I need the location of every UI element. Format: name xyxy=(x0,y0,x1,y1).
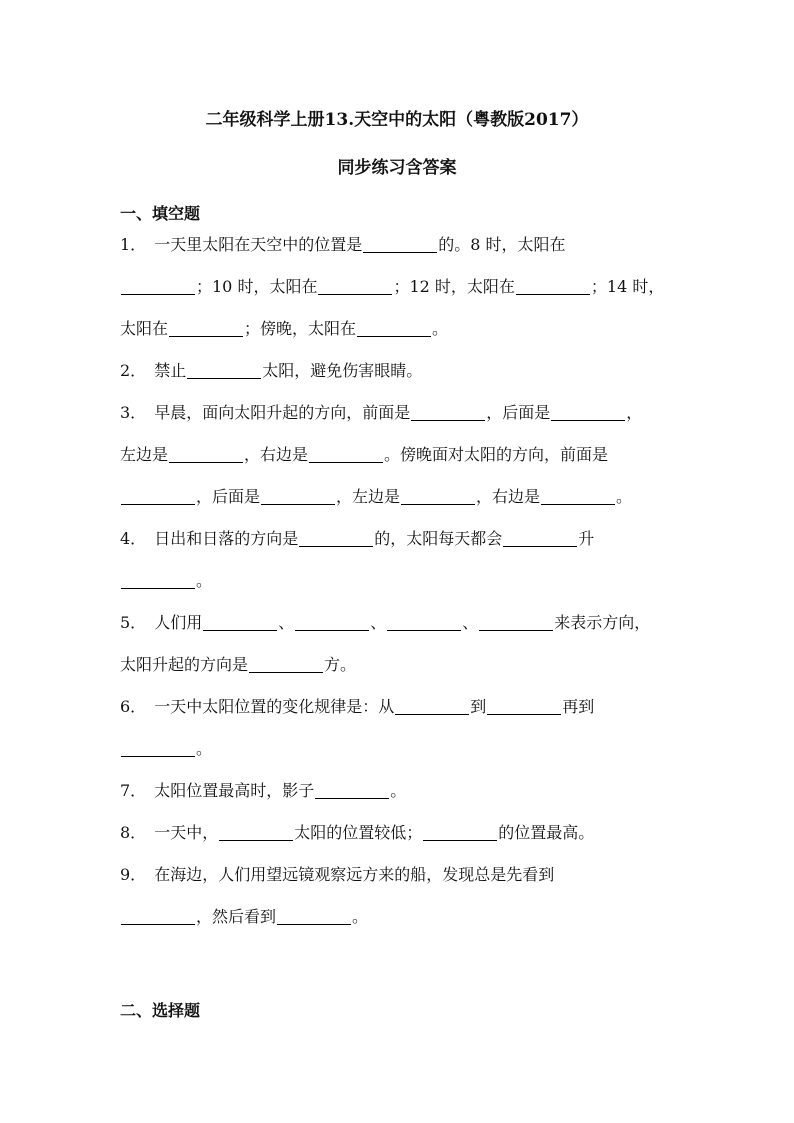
question-text: 一天中， xyxy=(154,823,219,842)
question-text: 太阳位置最高时，影子 xyxy=(154,781,315,800)
answer-blank[interactable] xyxy=(423,822,497,841)
question-text: 左边是 xyxy=(120,445,169,464)
answer-blank[interactable] xyxy=(479,612,553,631)
question-text: 。 xyxy=(616,487,633,506)
answer-blank[interactable] xyxy=(169,444,243,463)
question-text: 太阳，避免伤害眼睛。 xyxy=(262,361,423,380)
question-text: ，后面是 xyxy=(486,403,551,422)
question-number: 9． xyxy=(120,865,147,884)
answer-blank[interactable] xyxy=(121,570,195,589)
answer-blank[interactable] xyxy=(551,402,625,421)
question-text: ；12 时，太阳在 xyxy=(393,277,515,296)
answer-blank[interactable] xyxy=(395,696,469,715)
question-text: 在海边，人们用望远镜观察远方来的船，发现总是先看到 xyxy=(154,865,555,884)
question-text: ，右边是 xyxy=(244,445,309,464)
question-text: 再到 xyxy=(562,697,595,716)
question-number: 1． xyxy=(120,235,147,254)
question-text: ；傍晚，太阳在 xyxy=(244,319,357,338)
section-heading-multiple-choice: 二、选择题 xyxy=(120,1001,201,1020)
answer-blank[interactable] xyxy=(541,486,615,505)
question-text: 、 xyxy=(278,613,295,632)
question-text: ， xyxy=(626,403,643,422)
question-number: 2． xyxy=(120,361,147,380)
answer-blank[interactable] xyxy=(121,738,195,757)
answer-blank[interactable] xyxy=(121,486,195,505)
answer-blank[interactable] xyxy=(219,822,293,841)
answer-blank[interactable] xyxy=(121,906,195,925)
answer-blank[interactable] xyxy=(315,780,389,799)
question-text: 。 xyxy=(196,571,213,590)
question-3 xyxy=(120,392,674,518)
question-text: 。傍晚面对太阳的方向，前面是 xyxy=(384,445,609,464)
answer-blank[interactable] xyxy=(277,906,351,925)
answer-blank[interactable] xyxy=(487,696,561,715)
answer-blank[interactable] xyxy=(363,234,437,253)
answer-blank[interactable] xyxy=(357,318,431,337)
question-text: 日出和日落的方向是 xyxy=(154,529,299,548)
question-1 xyxy=(120,224,674,350)
question-number: 3． xyxy=(120,403,147,422)
answer-blank[interactable] xyxy=(203,612,277,631)
question-text: 。 xyxy=(196,739,213,758)
question-text: 太阳升起的方向是 xyxy=(120,655,249,674)
question-text: 升 xyxy=(578,529,595,548)
question-number: 4． xyxy=(120,529,147,548)
question-text: 。 xyxy=(352,907,369,926)
answer-blank[interactable] xyxy=(411,402,485,421)
section-heading-fill-blank: 一、填空题 xyxy=(120,204,201,223)
question-9 xyxy=(120,854,674,938)
question-text: 来表示方向， xyxy=(554,613,651,632)
question-text: 太阳的位置较低； xyxy=(294,823,423,842)
answer-blank[interactable] xyxy=(187,360,261,379)
answer-blank[interactable] xyxy=(249,654,323,673)
answer-blank[interactable] xyxy=(401,486,475,505)
question-text: 一天中太阳位置的变化规律是：从 xyxy=(154,697,395,716)
question-text: 、 xyxy=(462,613,479,632)
answer-blank[interactable] xyxy=(295,612,369,631)
question-text: 早晨，面向太阳升起的方向，前面是 xyxy=(154,403,411,422)
question-text: 禁止 xyxy=(154,361,187,380)
answer-blank[interactable] xyxy=(121,276,195,295)
question-5 xyxy=(120,602,674,686)
document-subtitle: 同步练习含答案 xyxy=(337,158,457,178)
answer-blank[interactable] xyxy=(309,444,383,463)
answer-blank[interactable] xyxy=(503,528,577,547)
question-text: ，右边是 xyxy=(476,487,541,506)
question-text: 的位置最高。 xyxy=(498,823,595,842)
question-text: ，后面是 xyxy=(196,487,261,506)
answer-blank[interactable] xyxy=(169,318,243,337)
question-7 xyxy=(120,770,674,812)
question-text: ；10 时，太阳在 xyxy=(196,277,318,296)
answer-blank[interactable] xyxy=(387,612,461,631)
question-number: 7． xyxy=(120,781,147,800)
question-text: 的。8 时，太阳在 xyxy=(438,235,566,254)
question-number: 5． xyxy=(120,613,147,632)
document-title: 二年级科学上册13.天空中的太阳（粤教版2017） xyxy=(205,110,589,130)
question-8 xyxy=(120,812,674,854)
answer-blank[interactable] xyxy=(516,276,590,295)
question-text: 、 xyxy=(370,613,387,632)
answer-blank[interactable] xyxy=(261,486,335,505)
answer-blank[interactable] xyxy=(299,528,373,547)
question-text: ；14 时， xyxy=(590,277,665,296)
question-number: 8． xyxy=(120,823,147,842)
question-text: 太阳在 xyxy=(120,319,169,338)
answer-blank[interactable] xyxy=(318,276,392,295)
question-text: ，左边是 xyxy=(336,487,401,506)
question-text: 一天里太阳在天空中的位置是 xyxy=(154,235,363,254)
question-text: 。 xyxy=(390,781,407,800)
question-text: 。 xyxy=(432,319,449,338)
question-text: 的，太阳每天都会 xyxy=(374,529,503,548)
question-text: 到 xyxy=(470,697,487,716)
question-6 xyxy=(120,686,674,770)
question-2 xyxy=(120,350,674,392)
question-text: ，然后看到 xyxy=(196,907,277,926)
question-number: 6． xyxy=(120,697,147,716)
question-text: 方。 xyxy=(324,655,357,674)
question-text: 人们用 xyxy=(154,613,203,632)
question-4 xyxy=(120,518,674,602)
